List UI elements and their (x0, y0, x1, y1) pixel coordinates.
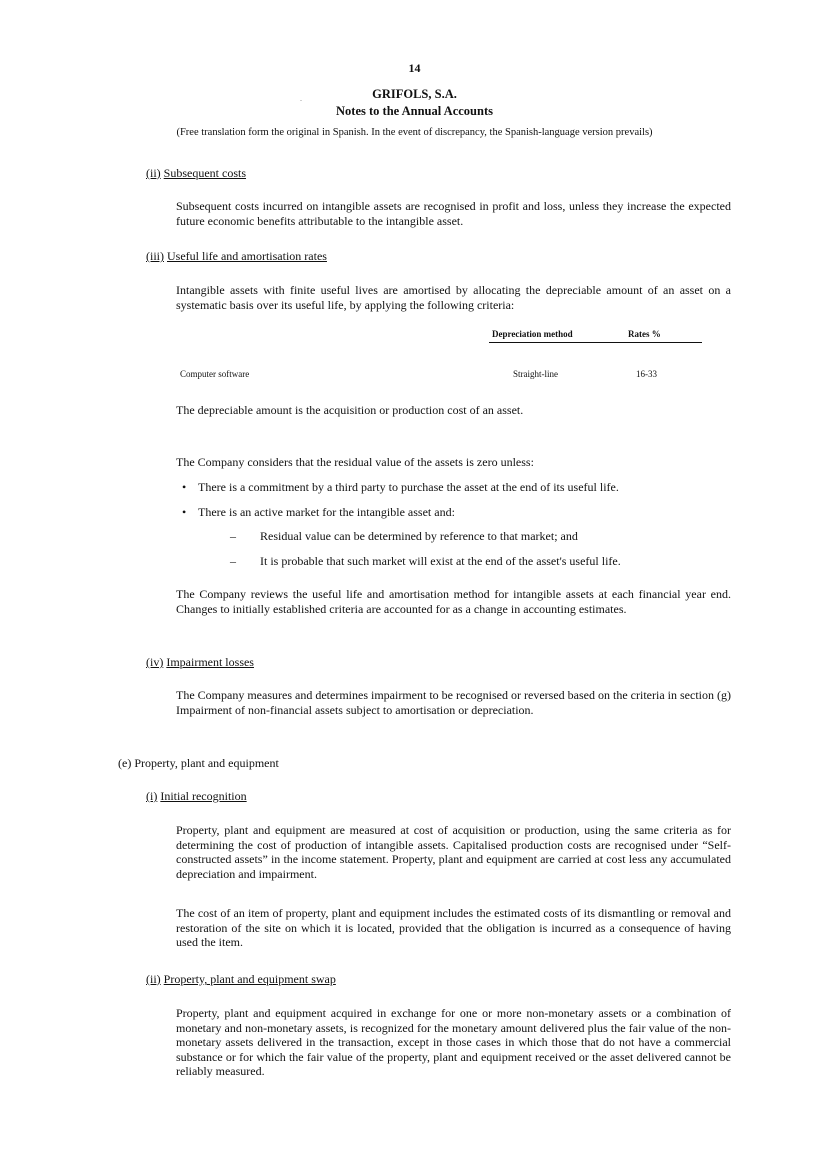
subsection-title: Subsequent costs (163, 166, 247, 180)
dash-icon: – (230, 554, 236, 568)
document-title: Notes to the Annual Accounts (336, 104, 493, 118)
initial-recognition-heading (146, 789, 247, 804)
table-header-method: Depreciation method (492, 329, 573, 339)
impairment-heading (146, 655, 254, 670)
subsequent-costs-text: Subsequent costs incurred on intangible assets are recognised in profit and loss, unless they increase the expected future economic benefits attributable to the intangible asset. (176, 199, 731, 228)
table-cell-asset: Computer software (180, 369, 250, 379)
page-number: 14 (408, 61, 421, 75)
subsequent-costs-heading (146, 166, 246, 181)
review-text: The Company reviews the useful life and amortisation method for intangible assets at each financial year end. Changes to initially established criteria are accounted for as a change in accounting estimates. (176, 587, 731, 616)
translation-note: (Free translation form the original in Spanish. In the event of discrepancy, the Spanish-language version prevails) (176, 127, 653, 138)
initial-recognition-para-1: Property, plant and equipment are measured at cost of acquisition or production, using the same criteria as for determining the cost of production of intangible assets. Capitalised production costs are recognised under “Self-constructed assets” in the income statement. Property, plant and equipment are carried at cost less any accumulated depreciation and impairment. (176, 823, 731, 881)
subsection-number: (ii) (146, 166, 161, 180)
subsection-title: Initial recognition (160, 789, 247, 803)
subsection-title: Property, plant and equipment swap (163, 972, 336, 986)
table-cell-method: Straight-line (513, 369, 558, 379)
bullet-icon: • (182, 480, 187, 494)
subsection-title: Useful life and amortisation rates (167, 249, 327, 263)
residual-intro-text: The Company considers that the residual value of the assets is zero unless: (176, 455, 534, 469)
useful-life-intro: Intangible assets with finite useful lives are amortised by allocating the depreciable amount of an asset on a systematic basis over its useful life, by applying the following criteria: (176, 283, 731, 312)
list-item: – It is probable that such market will exist at the end of the asset's useful life. (230, 554, 621, 568)
subsection-title: Impairment losses (166, 655, 254, 669)
table-cell-rate: 16-33 (636, 369, 657, 379)
bullet-icon: • (182, 505, 187, 519)
list-item: • There is a commitment by a third party to purchase the asset at the end of its useful life. (182, 480, 619, 494)
useful-life-heading (146, 249, 327, 264)
dash-icon: – (230, 529, 236, 543)
ppe-swap-heading (146, 972, 336, 987)
ppe-swap-text: Property, plant and equipment acquired in exchange for one or more non-monetary assets or a combination of monetary and non-monetary assets, is recognized for the monetary amount delivered plus the fair value of the non-monetary assets delivered in the transaction, except in those cases in which those that do not have a commercial substance or for which the fair value of the property, plant and equipment received or the asset delivered cannot be reliably measured. (176, 1006, 731, 1078)
subsection-number: (iii) (146, 249, 164, 263)
ppe-section-heading: (e) Property, plant and equipment (118, 756, 279, 770)
depreciable-amount-text: The depreciable amount is the acquisition or production cost of an asset. (176, 403, 524, 417)
stray-dot: . (300, 94, 302, 103)
company-name: GRIFOLS, S.A. (372, 87, 457, 101)
subsection-number: (iv) (146, 655, 164, 669)
list-item: – Residual value can be determined by reference to that market; and (230, 529, 578, 543)
table-header-rule (489, 342, 702, 343)
impairment-text: The Company measures and determines impairment to be recognised or reversed based on the criteria in section (g) Impairment of non-financial assets subject to amortisation or depreciation. (176, 688, 731, 717)
initial-recognition-para-2: The cost of an item of property, plant and equipment includes the estimated costs of its dismantling or removal and restoration of the site on which it is located, provided that the obligation is incurred as a consequence of having used the item. (176, 906, 731, 949)
subsection-number: (i) (146, 789, 158, 803)
table-header-rates: Rates % (628, 329, 661, 339)
subsection-number: (ii) (146, 972, 161, 986)
list-item: • There is an active market for the intangible asset and: (182, 505, 455, 519)
